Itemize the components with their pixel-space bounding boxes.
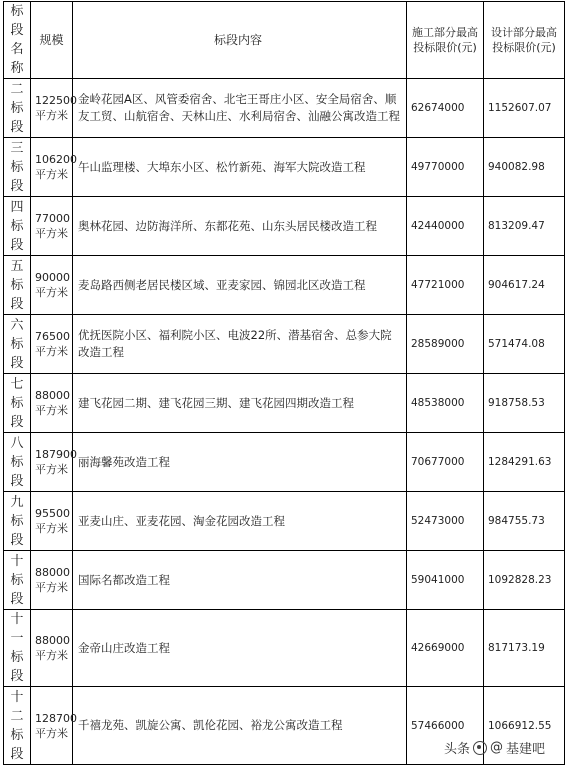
section-name-cell — [4, 79, 31, 138]
design-limit-cell: 984755.73 — [484, 492, 565, 551]
scale-unit: 平方米 — [35, 286, 68, 299]
watermark — [444, 738, 545, 757]
scale-cell — [31, 433, 77, 492]
table-row — [4, 551, 565, 610]
section-name: 十二标段 — [10, 689, 24, 762]
table-row — [4, 256, 565, 315]
scale-value: 122500 — [35, 94, 77, 107]
section-name: 六标段 — [10, 317, 24, 371]
content-cell: 建飞花园二期、建飞花园三期、建飞花园四期改造工程 — [73, 374, 407, 433]
scale-cell — [31, 256, 73, 315]
table-row — [4, 138, 565, 197]
header-construction-limit: 施工部分最高投标限价(元) — [407, 2, 484, 79]
design-limit-cell: 813209.47 — [484, 197, 565, 256]
header-design-limit: 设计部分最高投标限价(元) — [484, 2, 565, 79]
section-name: 九标段 — [10, 494, 24, 548]
scale-cell — [31, 551, 73, 610]
construction-limit-cell: 59041000 — [407, 551, 484, 610]
table-row — [4, 433, 565, 492]
construction-limit-cell: 52473000 — [407, 492, 484, 551]
scale-unit: 平方米 — [35, 168, 68, 181]
content-cell: 奥林花园、边防海洋所、东都花苑、山东头居民楼改造工程 — [73, 197, 407, 256]
scale-cell — [31, 610, 73, 687]
table-row — [4, 374, 565, 433]
scale-cell — [31, 315, 73, 374]
scale-value: 77000 — [35, 212, 70, 225]
scale-value: 95500 — [35, 507, 70, 520]
content-cell: 亚麦山庄、亚麦花园、淘金花园改造工程 — [73, 492, 407, 551]
content-cell: 千禧龙苑、凯旋公寓、凯伦花园、裕龙公寓改造工程 — [73, 687, 407, 765]
header-content: 标段内容 — [73, 2, 407, 79]
scale-cell — [31, 138, 77, 197]
content-cell: 国际名都改造工程 — [73, 551, 407, 610]
construction-limit-cell: 47721000 — [407, 256, 484, 315]
toutiao-logo-icon — [473, 741, 487, 755]
content-cell: 丽海馨苑改造工程 — [73, 433, 407, 492]
section-name: 八标段 — [10, 435, 24, 489]
scale-value: 88000 — [35, 634, 70, 647]
scale-unit: 平方米 — [35, 109, 68, 122]
construction-limit-cell: 62674000 — [407, 79, 484, 138]
watermark-prefix: 头条 — [443, 742, 470, 757]
section-name-cell — [4, 197, 31, 256]
design-limit-cell: 817173.19 — [484, 610, 565, 687]
table-row — [4, 315, 565, 374]
content-cell: 金帝山庄改造工程 — [73, 610, 407, 687]
design-limit-cell: 1066912.55 — [484, 687, 565, 765]
section-name-cell — [4, 433, 31, 492]
scale-unit: 平方米 — [35, 463, 68, 476]
content-cell: 金岭花园A区、风管委宿舍、北宅王哥庄小区、安全局宿舍、顺友工贸、山航宿舍、天林山庄、水利局宿舍、汕融公寓改造工程 — [73, 79, 407, 138]
header-section-name: 标段名称 — [4, 2, 31, 79]
header-scale: 规模 — [31, 2, 73, 79]
scale-cell — [31, 687, 77, 765]
watermark-at: @ — [489, 740, 503, 755]
section-name-cell — [4, 256, 31, 315]
design-limit-cell: 1092828.23 — [484, 551, 565, 610]
scale-unit: 平方米 — [35, 345, 68, 358]
watermark-name: 基建吧 — [505, 742, 545, 757]
content-cell: 优抚医院小区、福利院小区、电波22所、潜基宿舍、总参大院改造工程 — [73, 315, 407, 374]
scale-unit: 平方米 — [35, 649, 68, 662]
section-name: 二标段 — [10, 81, 24, 135]
construction-limit-cell: 42669000 — [407, 610, 484, 687]
construction-limit-cell: 48538000 — [407, 374, 484, 433]
construction-limit-cell: 57466000 — [407, 687, 484, 765]
scale-unit: 平方米 — [35, 581, 68, 594]
design-limit-cell: 904617.24 — [484, 256, 565, 315]
header-row — [4, 2, 565, 79]
section-name-cell — [4, 315, 31, 374]
table-row — [4, 79, 565, 138]
section-name: 四标段 — [10, 199, 24, 253]
scale-value: 128700 — [35, 711, 77, 725]
section-name-cell — [4, 138, 31, 197]
scale-unit: 平方米 — [35, 227, 68, 240]
section-name: 十一标段 — [10, 612, 24, 684]
scale-unit: 平方米 — [35, 726, 68, 740]
scale-value: 88000 — [35, 566, 70, 579]
section-name: 十标段 — [10, 553, 24, 607]
scale-value: 76500 — [35, 330, 70, 343]
section-name: 七标段 — [10, 376, 24, 430]
construction-limit-cell: 28589000 — [407, 315, 484, 374]
section-name-cell — [4, 551, 31, 610]
design-limit-cell: 940082.98 — [484, 138, 565, 197]
scale-cell — [31, 79, 77, 138]
scale-value: 187900 — [35, 448, 77, 461]
content-cell: 麦岛路西侧老居民楼区域、亚麦家园、锦园北区改造工程 — [73, 256, 407, 315]
scale-cell — [31, 374, 73, 433]
construction-limit-cell: 70677000 — [407, 433, 484, 492]
table-row — [4, 197, 565, 256]
scale-value: 106200 — [35, 153, 77, 166]
section-name: 五标段 — [10, 258, 24, 312]
section-name-cell — [4, 374, 31, 433]
scale-unit: 平方米 — [35, 522, 68, 535]
table-row — [4, 610, 565, 687]
design-limit-cell: 1152607.07 — [484, 79, 565, 138]
design-limit-cell: 918758.53 — [484, 374, 565, 433]
bid-sections-table — [3, 1, 565, 765]
table-row — [4, 492, 565, 551]
section-name-cell — [4, 492, 31, 551]
scale-value: 88000 — [35, 389, 70, 402]
scale-unit: 平方米 — [35, 404, 68, 417]
scale-cell — [31, 197, 73, 256]
construction-limit-cell: 49770000 — [407, 138, 484, 197]
section-name-cell — [4, 610, 31, 687]
scale-value: 90000 — [35, 271, 70, 284]
design-limit-cell: 571474.08 — [484, 315, 565, 374]
content-cell: 午山监理楼、大埠东小区、松竹新苑、海军大院改造工程 — [73, 138, 407, 197]
scale-cell — [31, 492, 73, 551]
design-limit-cell: 1284291.63 — [484, 433, 565, 492]
construction-limit-cell: 42440000 — [407, 197, 484, 256]
section-name-cell — [4, 687, 31, 765]
section-name: 三标段 — [10, 140, 24, 194]
